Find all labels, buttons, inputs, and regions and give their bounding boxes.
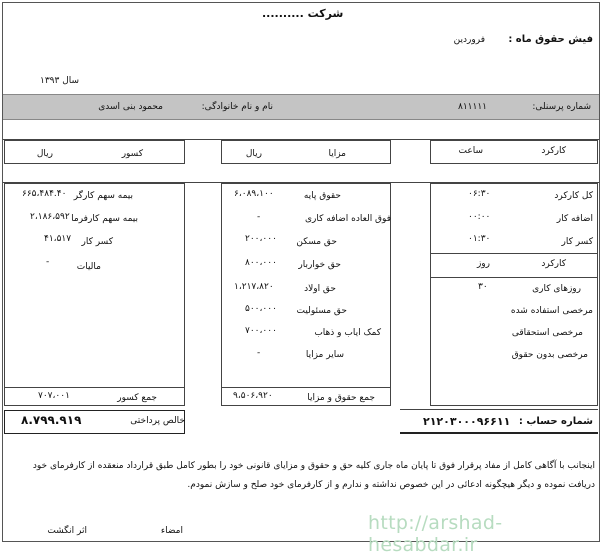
deduction-row-value: ۶۶۵،۴۸۴.۴۰ — [22, 189, 67, 199]
benefit-row-value: ۲۰۰،۰۰۰ — [245, 234, 277, 244]
work-day-label: مرخصی استحقاقی — [511, 328, 583, 338]
deduction-row-value: ۲،۱۸۶،۵۹۲ — [30, 212, 70, 222]
benefit-row-label: حق خواربار — [298, 260, 341, 270]
benefit-row-value: - — [257, 348, 261, 358]
benefits-total-label: جمع حقوق و مزایا — [307, 393, 375, 403]
benefit-row-value: ۶،۰۸۹،۱۰۰ — [234, 189, 274, 199]
slip-year: سال ۱۳۹۳ — [40, 76, 80, 86]
work-row-label: کسر کار — [561, 237, 593, 247]
employee-band — [3, 94, 599, 120]
account-underline — [400, 432, 598, 434]
work-day-label: روزهای کاری — [532, 284, 581, 294]
benefit-row-value: ۸۰۰،۰۰۰ — [245, 258, 277, 268]
net-pay-value: ۸.۷۹۹.۹۱۹ — [21, 413, 82, 427]
deduction-row-label: مالیات — [76, 262, 101, 272]
personnel-id-value: ۸۱۱۱۱۱ — [458, 102, 488, 112]
signature-label: امضاء — [160, 526, 183, 536]
benefit-row-label: حق اولاد — [304, 284, 336, 294]
benefit-row-label: حق مسئولیت — [296, 306, 347, 316]
employee-name-value: محمود بنی اسدی — [98, 102, 163, 112]
deduction-row-label: کسر کار — [81, 237, 113, 247]
work-header-col2: ساعت — [458, 146, 483, 156]
deductions-total-divider — [4, 387, 185, 388]
declaration-line-1: اینجانب با آگاهی کامل از مفاد پرقرار فوق تا پایان ماه جاری کلیه حق و حقوق و مزایای قانونی خود را بطور کامل طبق قرارداد منعقده از کارفرمای خود — [32, 461, 595, 471]
work-row-label: کل کارکرد — [554, 191, 593, 201]
net-pay-label: خالص پرداختی — [130, 416, 185, 426]
benefit-row-label: حق مسکن — [296, 237, 337, 247]
deduction-row-label: بیمه سهم کارفرما — [71, 214, 138, 224]
company-name: شرکت .......... — [262, 7, 344, 20]
employee-name-label: نام و نام خانوادگی: — [201, 102, 273, 112]
work-row-value: ۰۰:۰۰ — [468, 212, 491, 222]
benefit-row-value: - — [257, 212, 261, 222]
account-top-line — [400, 409, 598, 410]
work-row-label: اضافه کار — [556, 214, 593, 224]
work-header-box — [430, 140, 598, 164]
benefits-header-col1: مزایا — [328, 149, 346, 159]
deductions-header-col1: کسور — [121, 149, 143, 159]
work-row-value: ۰۱:۳۰ — [468, 234, 491, 244]
work-subheader-col2: روز — [476, 259, 490, 269]
deductions-header-box — [4, 140, 185, 164]
work-sub-divider — [430, 253, 598, 254]
work-subheader-col1: کارکرد — [541, 259, 566, 269]
deductions-header-col2: ریال — [36, 149, 53, 159]
benefit-row-value: ۵۰۰،۰۰۰ — [245, 304, 277, 314]
work-sub-divider — [430, 277, 598, 278]
slip-month: فروردین — [453, 35, 485, 45]
work-day-value: ۳۰ — [478, 282, 488, 292]
benefit-row-value: ۷۰۰،۰۰۰ — [245, 326, 277, 336]
benefit-row-label: سایر مزایا — [305, 350, 344, 360]
account-label: شماره حساب : — [518, 416, 593, 427]
benefits-total-value: ۹،۵۰۶،۹۲۰ — [233, 391, 273, 401]
declaration-line-2: دریافت نموده و دیگر هیچگونه ادعائی در این خصوص نداشته و ندارم و از کارفرمای خود صلح و سازش نمودم. — [187, 480, 595, 490]
benefit-row-label: حقوق پایه — [303, 191, 341, 201]
deductions-total-value: ۷۰۷،۰۰۱ — [38, 391, 70, 401]
benefits-total-divider — [221, 387, 391, 388]
work-day-label: مرخصی بدون حقوق — [511, 350, 588, 360]
personnel-id-label: شماره پرسنلی: — [532, 102, 591, 112]
work-day-label: مرخصی استفاده شده — [510, 306, 593, 316]
deduction-row-value: ۴۱،۵۱۷ — [44, 234, 72, 244]
deductions-total-label: جمع کسور — [117, 393, 157, 403]
account-number: ۲۱۲۰۳۰۰۰۹۶۶۱۱ — [423, 415, 511, 428]
benefit-row-value: ۱،۲۱۷،۸۲۰ — [234, 282, 274, 292]
slip-title: فیش حقوق ماه : — [508, 34, 593, 45]
benefit-row-label: فوق العاده اضافه کاری — [305, 214, 391, 224]
benefit-row-label: کمک ایاب و ذهاب — [314, 328, 381, 338]
deduction-row-label: بیمه سهم کارگر — [73, 191, 133, 201]
fingerprint-label: اثر انگشت — [47, 526, 87, 536]
deduction-row-value: - — [46, 257, 50, 267]
watermark-url: http://arshad-hesabdar.ir — [368, 512, 503, 556]
work-header-col1: کارکرد — [541, 146, 566, 156]
benefits-header-col2: ریال — [245, 149, 262, 159]
work-row-value: ۰۶:۳۰ — [468, 189, 491, 199]
